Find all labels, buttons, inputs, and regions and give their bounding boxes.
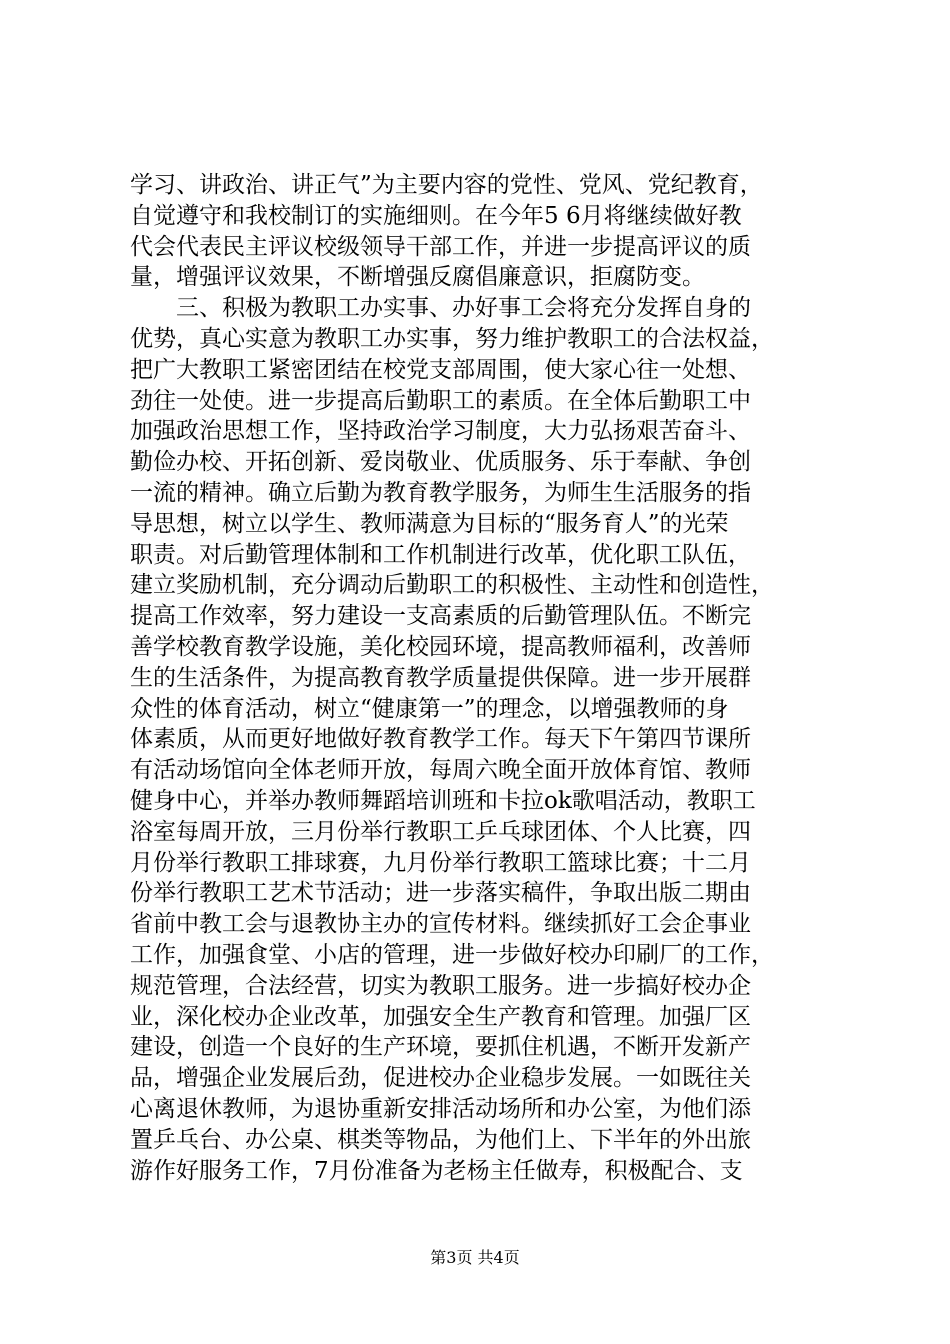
text-line: 规范管理，合法经营，切实为教职工服务。进一步搞好校办企 bbox=[130, 972, 751, 999]
text-line: 品，增强企业发展后劲，促进校办企业稳步发展。一如既往关 bbox=[130, 1065, 751, 1092]
text-line: 生的生活条件，为提高教育教学质量提供保障。进一步开展群 bbox=[130, 664, 751, 691]
text-line: 提高工作效率，努力建设一支高素质的后勤管理队伍。不断完 bbox=[130, 603, 751, 630]
text-line: 心离退休教师，为退协重新安排活动场所和办公室，为他们添 bbox=[130, 1095, 751, 1122]
text-line: 建立奖励机制，充分调动后勤职工的积极性、主动性和创造性， bbox=[130, 572, 774, 599]
text-line: 一流的精神。确立后勤为教育教学服务，为师生生活服务的指 bbox=[130, 479, 751, 506]
text-line: 工作，加强食堂、小店的管理，进一步做好校办印刷厂的工作， bbox=[130, 941, 774, 968]
text-line: 浴室每周开放，三月份举行教职工乒乓球团体、个人比赛，四 bbox=[130, 818, 751, 845]
text-line: 加强政治思想工作，坚持政治学习制度，大力弘扬艰苦奋斗、 bbox=[130, 418, 751, 445]
text-line: 学习、讲政治、讲正气”为主要内容的党性、党风、党纪教育， bbox=[130, 172, 763, 198]
text-line: 业，深化校办企业改革，加强安全生产教育和管理。加强厂区 bbox=[130, 1003, 751, 1030]
text-line: 优势，真心实意为教职工办实事，努力维护教职工的合法权益， bbox=[130, 325, 774, 352]
text-line: 众性的体育活动，树立“健康第一”的理念，以增强教师的身 bbox=[130, 695, 729, 722]
text-line: 职责。对后勤管理体制和工作机制进行改革，优化职工队伍， bbox=[130, 541, 751, 568]
text-line: 善学校教育教学设施，美化校园环境，提高教师福利，改善师 bbox=[130, 633, 751, 660]
text-line: 量，增强评议效果，不断增强反腐倡廉意识，拒腐防变。 bbox=[130, 264, 705, 291]
text-line: 份举行教职工艺术节活动；进一步落实稿件，争取出版二期由 bbox=[130, 880, 751, 907]
text-line: 把广大教职工紧密团结在校党支部周围，使大家心往一处想、 bbox=[130, 356, 751, 383]
text-line: 置乒乓台、办公桌、棋类等物品，为他们上、下半年的外出旅 bbox=[130, 1126, 751, 1153]
text-line: 勤俭办校、开拓创新、爱岗敬业、优质服务、乐于奉献、争创 bbox=[130, 449, 751, 476]
text-line: 劲往一处使。进一步提高后勤职工的素质。在全体后勤职工中 bbox=[130, 387, 751, 414]
body-text bbox=[130, 170, 850, 1186]
page-footer bbox=[0, 1248, 950, 1268]
text-line: 省前中教工会与退教协主办的宣传材料。继续抓好工会企事业 bbox=[130, 911, 751, 938]
text-line: 导思想，树立以学生、教师满意为目标的“服务育人”的光荣 bbox=[130, 510, 729, 537]
text-line: 有活动场馆向全体老师开放，每周六晚全面开放体育馆、教师 bbox=[130, 757, 751, 784]
text-line: 建设，创造一个良好的生产环境，要抓住机遇，不断开发新产 bbox=[130, 1034, 751, 1061]
text-line: 游作好服务工作，7月份准备为老杨主任做寿，积极配合、支 bbox=[130, 1157, 743, 1184]
text-line: 体素质，从而更好地做好教育教学工作。每天下午第四节课所 bbox=[130, 726, 751, 753]
text-line: 代会代表民主评议校级领导干部工作，并进一步提高评议的质 bbox=[130, 233, 751, 260]
text-line: 健身中心，并举办教师舞蹈培训班和卡拉ok歌唱活动，教职工 bbox=[130, 787, 756, 814]
text-line: 月份举行教职工排球赛，九月份举行教职工篮球比赛；十二月 bbox=[130, 849, 751, 876]
text-line: 自觉遵守和我校制订的实施细则。在今年5 6月将继续做好教 bbox=[130, 202, 742, 229]
section-heading-line: 三、积极为教职工办实事、办好事工会将充分发挥自身的 bbox=[176, 295, 751, 322]
page-number: 第3页 共4页 bbox=[430, 1248, 520, 1267]
